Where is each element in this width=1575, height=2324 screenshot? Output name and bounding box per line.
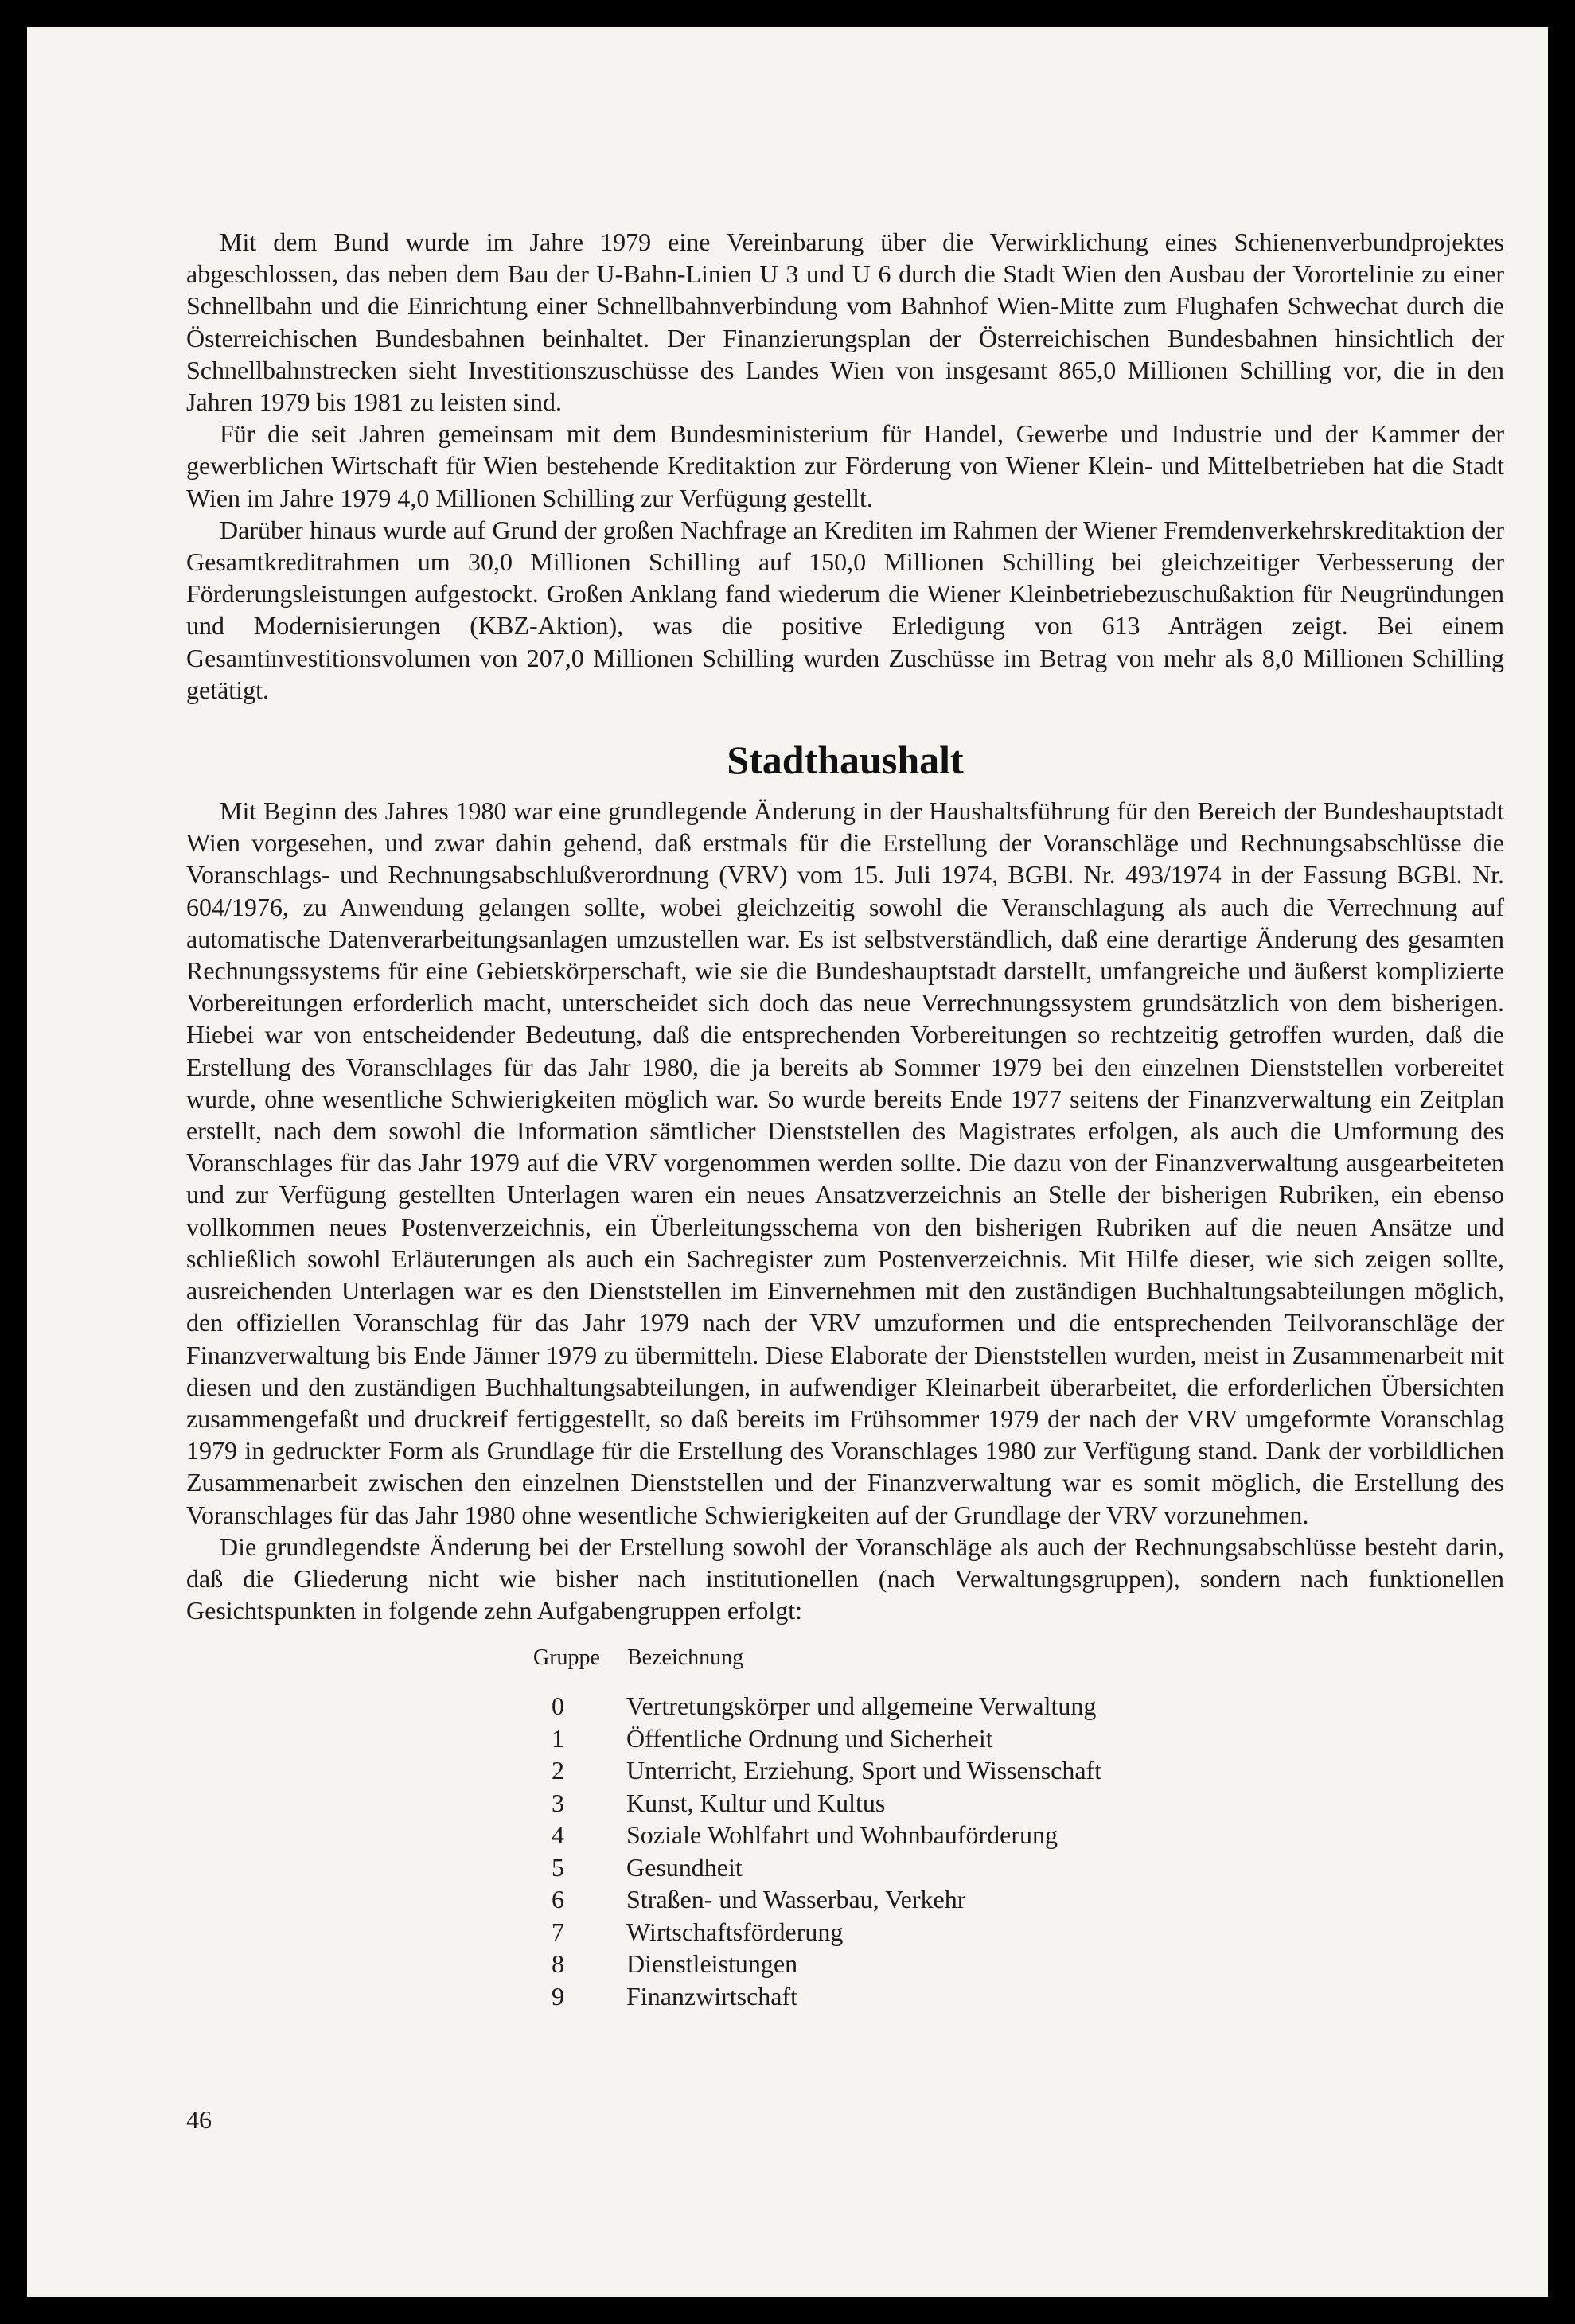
table-row: [533, 1723, 1249, 1755]
group-number: 7: [552, 1917, 564, 1946]
table-row: [533, 1916, 1249, 1948]
group-name: Wirtschaftsförderung: [626, 1917, 844, 1946]
paragraph-fremdenverkehr: Darüber hinaus wurde auf Grund der großen Nachfrage an Krediten im Rahmen der Wiener Fremdenverkehrskreditaktion der Gesamtkreditrahmen um 30,0 Millionen Schilling auf 150,0 Millionen Schilling bei gleichzeitiger Verbesserung der Förderungsleistungen aufgestockt. Großen Anklang fand wiederum die Wiener Kleinbetriebezuschußaktion für Neugründungen und Modernisierungen (KBZ-Aktion), was die positive Erledigung von 613 Anträgen zeigt. Bei einem Gesamtinvestitionsvolumen von 207,0 Millionen Schilling wurden Zuschüsse im Betrag von mehr als 8,0 Millionen Schilling getätigt.: [186, 515, 1504, 704]
document-page: [27, 27, 1548, 2297]
table-row: [533, 1883, 1249, 1916]
table-row: [533, 1980, 1249, 2013]
group-number: 3: [552, 1788, 564, 1817]
group-table: [533, 1644, 1249, 2012]
table-row: [533, 1787, 1249, 1820]
group-name: Soziale Wohlfahrt und Wohnbauförderung: [626, 1820, 1058, 1850]
paragraph-schienenverbund: Mit dem Bund wurde im Jahre 1979 eine Vereinbarung über die Verwirklichung eines Schienenverbundprojektes abgeschlossen, das neben dem Bau der U-Bahn-Linien U 3 und U 6 durch die Stadt Wien den Ausbau der Vorortelinie zu einer Schnellbahn und die Einrichtung einer Schnellbahnverbindung vom Bahnhof Wien-Mitte zum Flughafen Schwechat durch die Österreichischen Bundesbahnen beinhaltet. Der Finanzierungsplan der Österreichischen Bundesbahnen hinsichtlich der Schnellbahnstrecken sieht Investitionszuschüsse des Landes Wien von insgesamt 865,0 Millionen Schilling vor, die in den Jahren 1979 bis 1981 zu leisten sind.: [186, 228, 1504, 417]
group-name: Öffentliche Ordnung und Sicherheit: [626, 1723, 993, 1753]
table-row: [533, 1819, 1249, 1851]
group-name: Unterricht, Erziehung, Sport und Wissenschaft: [626, 1756, 1102, 1785]
table-row: [533, 1948, 1249, 1980]
header-group: Gruppe: [533, 1645, 600, 1671]
group-number: 4: [552, 1820, 564, 1850]
group-number: 2: [552, 1756, 564, 1785]
section-heading: Stadthaushalt: [727, 738, 964, 783]
table-row: [533, 1754, 1249, 1787]
group-number: 0: [552, 1691, 564, 1721]
paragraph-haushaltsfuehrung: Mit Beginn des Jahres 1980 war eine grundlegende Änderung in der Haushaltsführung für den Bereich der Bundeshauptstadt Wien vorgesehen, und zwar dahin gehend, daß erstmals für die Erstellung der Voranschläge und Rechnungsabschlüsse die Voranschlags- und Rechnungsabschlußverordnung (VRV) vom 15. Juli 1974, BGBl. Nr. 493/1974 in der Fassung BGBl. Nr. 604/1976, zu Anwendung gelangen sollte, wobei gleichzeitig sowohl die Veranschlagung als auch die Verrechnung auf automatische Datenverarbeitungsanlagen umzustellen war. Es ist selbstverständlich, daß eine derartige Änderung des gesamten Rechnungssystems für eine Gebietskörperschaft, wie sie die Bundeshauptstadt darstellt, umfangreiche und äußerst komplizierte Vorbereitungen erforderlich macht, unterscheidet sich doch das neue Verrechnungssystem grundsätzlich von dem bisherigen. Hiebei war von entscheidender Bedeutung, daß die entsprechenden Vorbereitungen so rechtzeitig getroffen wurden, daß die Erstellung des Voranschlages für das Jahr 1980, die ja bereits ab Sommer 1979 bei den einzelnen Dienststellen vorbereitet wurde, ohne wesentliche Schwierigkeiten möglich war. So wurde bereits Ende 1977 seitens der Finanzverwaltung ein Zeitplan erstellt, nach dem sowohl die Information sämtlicher Dienststellen des Magistrates erfolgen, als auch die Umformung des Voranschlages für das Jahr 1979 auf die VRV vorgenommen werden sollte. Die dazu von der Finanzverwaltung ausgearbeiteten und zur Verfügung gestellten Unterlagen waren ein neues Ansatzverzeichnis an Stelle der bisherigen Rubriken, ein ebenso vollkommen neues Postenverzeichnis, ein Überleitungsschema von den bisherigen Rubriken auf die neuen Ansätze und schließlich sowohl Erläuterungen als auch ein Sachregister zum Postenverzeichnis. Mit Hilfe dieser, wie sich zeigen sollte, ausreichenden Unterlagen war es den Dienststellen im Einvernehmen mit den zuständigen Buchhaltungsabteilungen möglich, den offiziellen Voranschlag für das Jahr 1979 nach der VRV umzuformen und die entsprechenden Teilvoranschläge der Finanzverwaltung bis Ende Jänner 1979 zu übermitteln. Diese Elaborate der Dienststellen wurden, meist in Zusammenarbeit mit diesen und den zuständigen Buchhaltungsabteilungen, in aufwendiger Kleinarbeit überarbeitet, die erforderlichen Übersichten zusammengefaßt und druckreif fertiggestellt, so daß bereits im Frühsommer 1979 der nach der VRV umgeformte Voranschlag 1979 in gedruckter Form als Grundlage für die Erstellung des Voranschlages 1980 zur Verfügung stand. Dank der vorbildlichen Zusammenarbeit zwischen den einzelnen Dienststellen und der Finanzverwaltung war es somit möglich, die Erstellung des Voranschlages für das Jahr 1980 ohne wesentliche Schwierigkeiten auf der Grundlage der VRV vorzunehmen.: [186, 796, 1504, 1529]
table-row: [533, 1851, 1249, 1884]
group-number: 1: [552, 1723, 564, 1753]
group-number: 5: [552, 1852, 564, 1882]
table-row: [533, 1690, 1249, 1723]
group-name: Vertretungskörper und allgemeine Verwaltung: [626, 1691, 1097, 1721]
group-name: Dienstleistungen: [626, 1949, 798, 1979]
group-number: 6: [552, 1885, 564, 1914]
paragraph-kreditaktion: Für die seit Jahren gemeinsam mit dem Bundesministerium für Handel, Gewerbe und Industrie und der Kammer der gewerblichen Wirtschaft für Wien bestehende Kreditaktion zur Förderung von Wiener Klein- und Mittelbetrieben hat die Stadt Wien im Jahre 1979 4,0 Millionen Schilling zur Verfügung gestellt.: [186, 419, 1504, 512]
group-name: Gesundheit: [626, 1852, 743, 1882]
paragraph-gliederung: Die grundlegendste Änderung bei der Erstellung sowohl der Voranschläge als auch der Rechnungsabschlüsse besteht darin, daß die Gliederung nicht wie bisher nach institutionellen (nach Verwaltungsgruppen), sondern nach funktionellen Gesichtspunkten in folgende zehn Aufgabengruppen erfolgt:: [186, 1532, 1504, 1625]
group-name: Straßen- und Wasserbau, Verkehr: [626, 1885, 966, 1914]
page-number: 46: [186, 2105, 212, 2134]
group-table-header: [533, 1644, 1249, 1672]
header-name: Bezeichnung: [627, 1645, 744, 1671]
group-name: Kunst, Kultur und Kultus: [626, 1788, 886, 1817]
group-name: Finanzwirtschaft: [626, 1981, 798, 2011]
page-content: [186, 226, 1504, 2012]
group-number: 9: [552, 1981, 564, 2011]
group-number: 8: [552, 1949, 564, 1979]
